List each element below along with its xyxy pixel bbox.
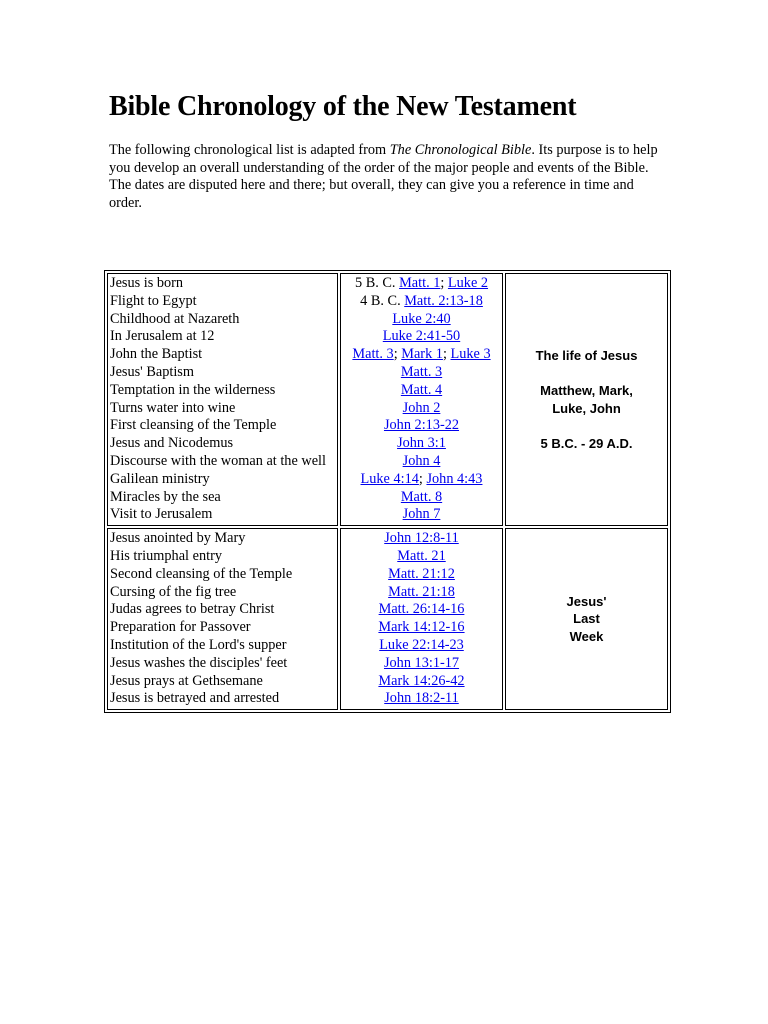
scripture-link[interactable]: Matt. 3: [352, 346, 394, 363]
reference-date: 5 B. C.: [354, 275, 400, 291]
scripture-link[interactable]: John 18:2-11: [384, 690, 459, 707]
event-item: Jesus anointed by Mary: [110, 530, 246, 547]
scripture-link[interactable]: Mark 14:26-42: [378, 672, 465, 689]
chronology-table: [104, 270, 671, 713]
reference-separator: ;: [418, 470, 427, 487]
event-item: Childhood at Nazareth: [110, 310, 240, 327]
section-row-life-of-jesus: [107, 273, 668, 526]
scripture-link[interactable]: John 2:13-22: [383, 417, 460, 434]
reference-line: [343, 584, 500, 602]
scripture-link[interactable]: Matt. 21:18: [388, 583, 455, 600]
summary-dates: 5 B.C. - 29 A.D.: [540, 435, 633, 451]
event-item: Cursing of the fig tree: [110, 583, 237, 600]
reference-line: [343, 435, 500, 453]
event-item: Second cleansing of the Temple: [110, 565, 293, 582]
reference-line: [343, 601, 500, 619]
scripture-link[interactable]: Matt. 21:12: [388, 565, 455, 582]
event-item: John the Baptist: [110, 346, 203, 363]
summary-cell: [505, 528, 668, 710]
scripture-link[interactable]: Matt. 2:13-18: [404, 292, 483, 309]
event-item: Jesus is born: [110, 275, 184, 291]
reference-line: [343, 673, 500, 691]
reference-line: [343, 637, 500, 655]
scripture-link[interactable]: John 4: [402, 452, 441, 469]
summary-line: Last: [573, 611, 600, 627]
reference-line: [343, 471, 500, 489]
event-item: Turns water into wine: [110, 399, 236, 416]
scripture-link[interactable]: John 4:43: [426, 470, 483, 487]
reference-separator: ;: [442, 346, 451, 363]
event-item: His triumphal entry: [110, 547, 222, 564]
scripture-link[interactable]: Mark 14:12-16: [378, 619, 465, 636]
reference-line: [343, 311, 500, 329]
document: [109, 90, 669, 212]
intro-paragraph: [109, 142, 661, 212]
summary-line: Week: [569, 628, 604, 644]
section-row-last-week: [107, 528, 668, 710]
reference-line: [343, 530, 500, 548]
intro-text-start: The following chronological list is adapted from: [109, 142, 390, 158]
reference-line: [343, 417, 500, 435]
summary-cell: [505, 273, 668, 526]
event-item: First cleansing of the Temple: [110, 417, 277, 434]
event-item: Discourse with the woman at the well: [110, 452, 326, 469]
page-title: Bible Chronology of the New Testament: [109, 91, 577, 122]
event-item: Judas agrees to betray Christ: [110, 601, 275, 618]
references-cell: [340, 273, 503, 526]
reference-line: [343, 328, 500, 346]
scripture-link[interactable]: Mark 1: [401, 346, 443, 363]
reference-line: [343, 566, 500, 584]
scripture-link[interactable]: John 2: [402, 399, 441, 416]
event-item: Jesus prays at Gethsemane: [110, 672, 263, 689]
scripture-link[interactable]: John 7: [402, 506, 441, 523]
event-item: Jesus' Baptism: [110, 363, 194, 380]
reference-line: [343, 400, 500, 418]
scripture-link[interactable]: Matt. 21: [397, 547, 446, 564]
reference-line: [343, 293, 500, 311]
reference-line: [343, 364, 500, 382]
intro-text-end: . Its purpose is to help you develop an overall understanding of the order of the major people and events of the Bible. The dates are disputed here and there; but overall, they can give you a reference in time and order.: [109, 142, 658, 211]
reference-line: [343, 453, 500, 471]
scripture-link[interactable]: John 3:1: [397, 435, 446, 452]
events-cell: [107, 528, 338, 710]
reference-separator: ;: [393, 346, 402, 363]
scripture-link[interactable]: Matt. 8: [400, 488, 443, 505]
scripture-link[interactable]: Luke 2: [447, 275, 489, 291]
event-item: Flight to Egypt: [110, 292, 197, 309]
events-cell: [107, 273, 338, 526]
reference-line: [343, 382, 500, 400]
event-item: In Jerusalem at 12: [110, 328, 215, 345]
reference-line: [343, 619, 500, 637]
summary-gap: [508, 417, 665, 435]
scripture-link[interactable]: Luke 22:14-23: [379, 636, 464, 653]
scripture-link[interactable]: Luke 2:41-50: [382, 328, 461, 345]
scripture-link[interactable]: Luke 2:40: [392, 310, 451, 327]
event-item: Preparation for Passover: [110, 619, 251, 636]
summary-gap: [508, 365, 665, 383]
scripture-link[interactable]: Matt. 1: [399, 275, 441, 291]
event-item: Temptation in the wilderness: [110, 381, 276, 398]
reference-date: 4 B. C.: [360, 292, 405, 309]
event-item: Jesus and Nicodemus: [110, 435, 234, 452]
event-item: Jesus is betrayed and arrested: [110, 690, 280, 707]
summary-line: Jesus': [566, 593, 607, 609]
scripture-link[interactable]: Matt. 26:14-16: [378, 601, 465, 618]
reference-line: [343, 655, 500, 673]
reference-line: [343, 346, 500, 364]
reference-separator: ;: [440, 275, 448, 291]
reference-line: [343, 690, 500, 708]
reference-line: [343, 506, 500, 524]
scripture-link[interactable]: John 12:8-11: [384, 530, 459, 547]
scripture-link[interactable]: Luke 4:14: [360, 470, 419, 487]
summary-books-line: Matthew, Mark,: [540, 383, 633, 399]
summary-title: The life of Jesus: [535, 348, 638, 364]
scripture-link[interactable]: Matt. 3: [400, 363, 443, 380]
scripture-link[interactable]: John 13:1-17: [383, 654, 460, 671]
event-item: Galilean ministry: [110, 470, 210, 487]
scripture-link[interactable]: Matt. 4: [400, 381, 443, 398]
event-item: Jesus washes the disciples' feet: [110, 654, 288, 671]
event-item: Visit to Jerusalem: [110, 506, 213, 523]
reference-line: [343, 489, 500, 507]
summary-books-line: Luke, John: [552, 400, 621, 416]
event-item: Miracles by the sea: [110, 488, 221, 505]
scripture-link[interactable]: Luke 3: [450, 346, 491, 363]
reference-line: [343, 548, 500, 566]
book-title: The Chronological Bible: [389, 142, 532, 158]
references-cell: [340, 528, 503, 710]
event-item: Institution of the Lord's supper: [110, 636, 287, 653]
reference-line: [343, 275, 500, 293]
